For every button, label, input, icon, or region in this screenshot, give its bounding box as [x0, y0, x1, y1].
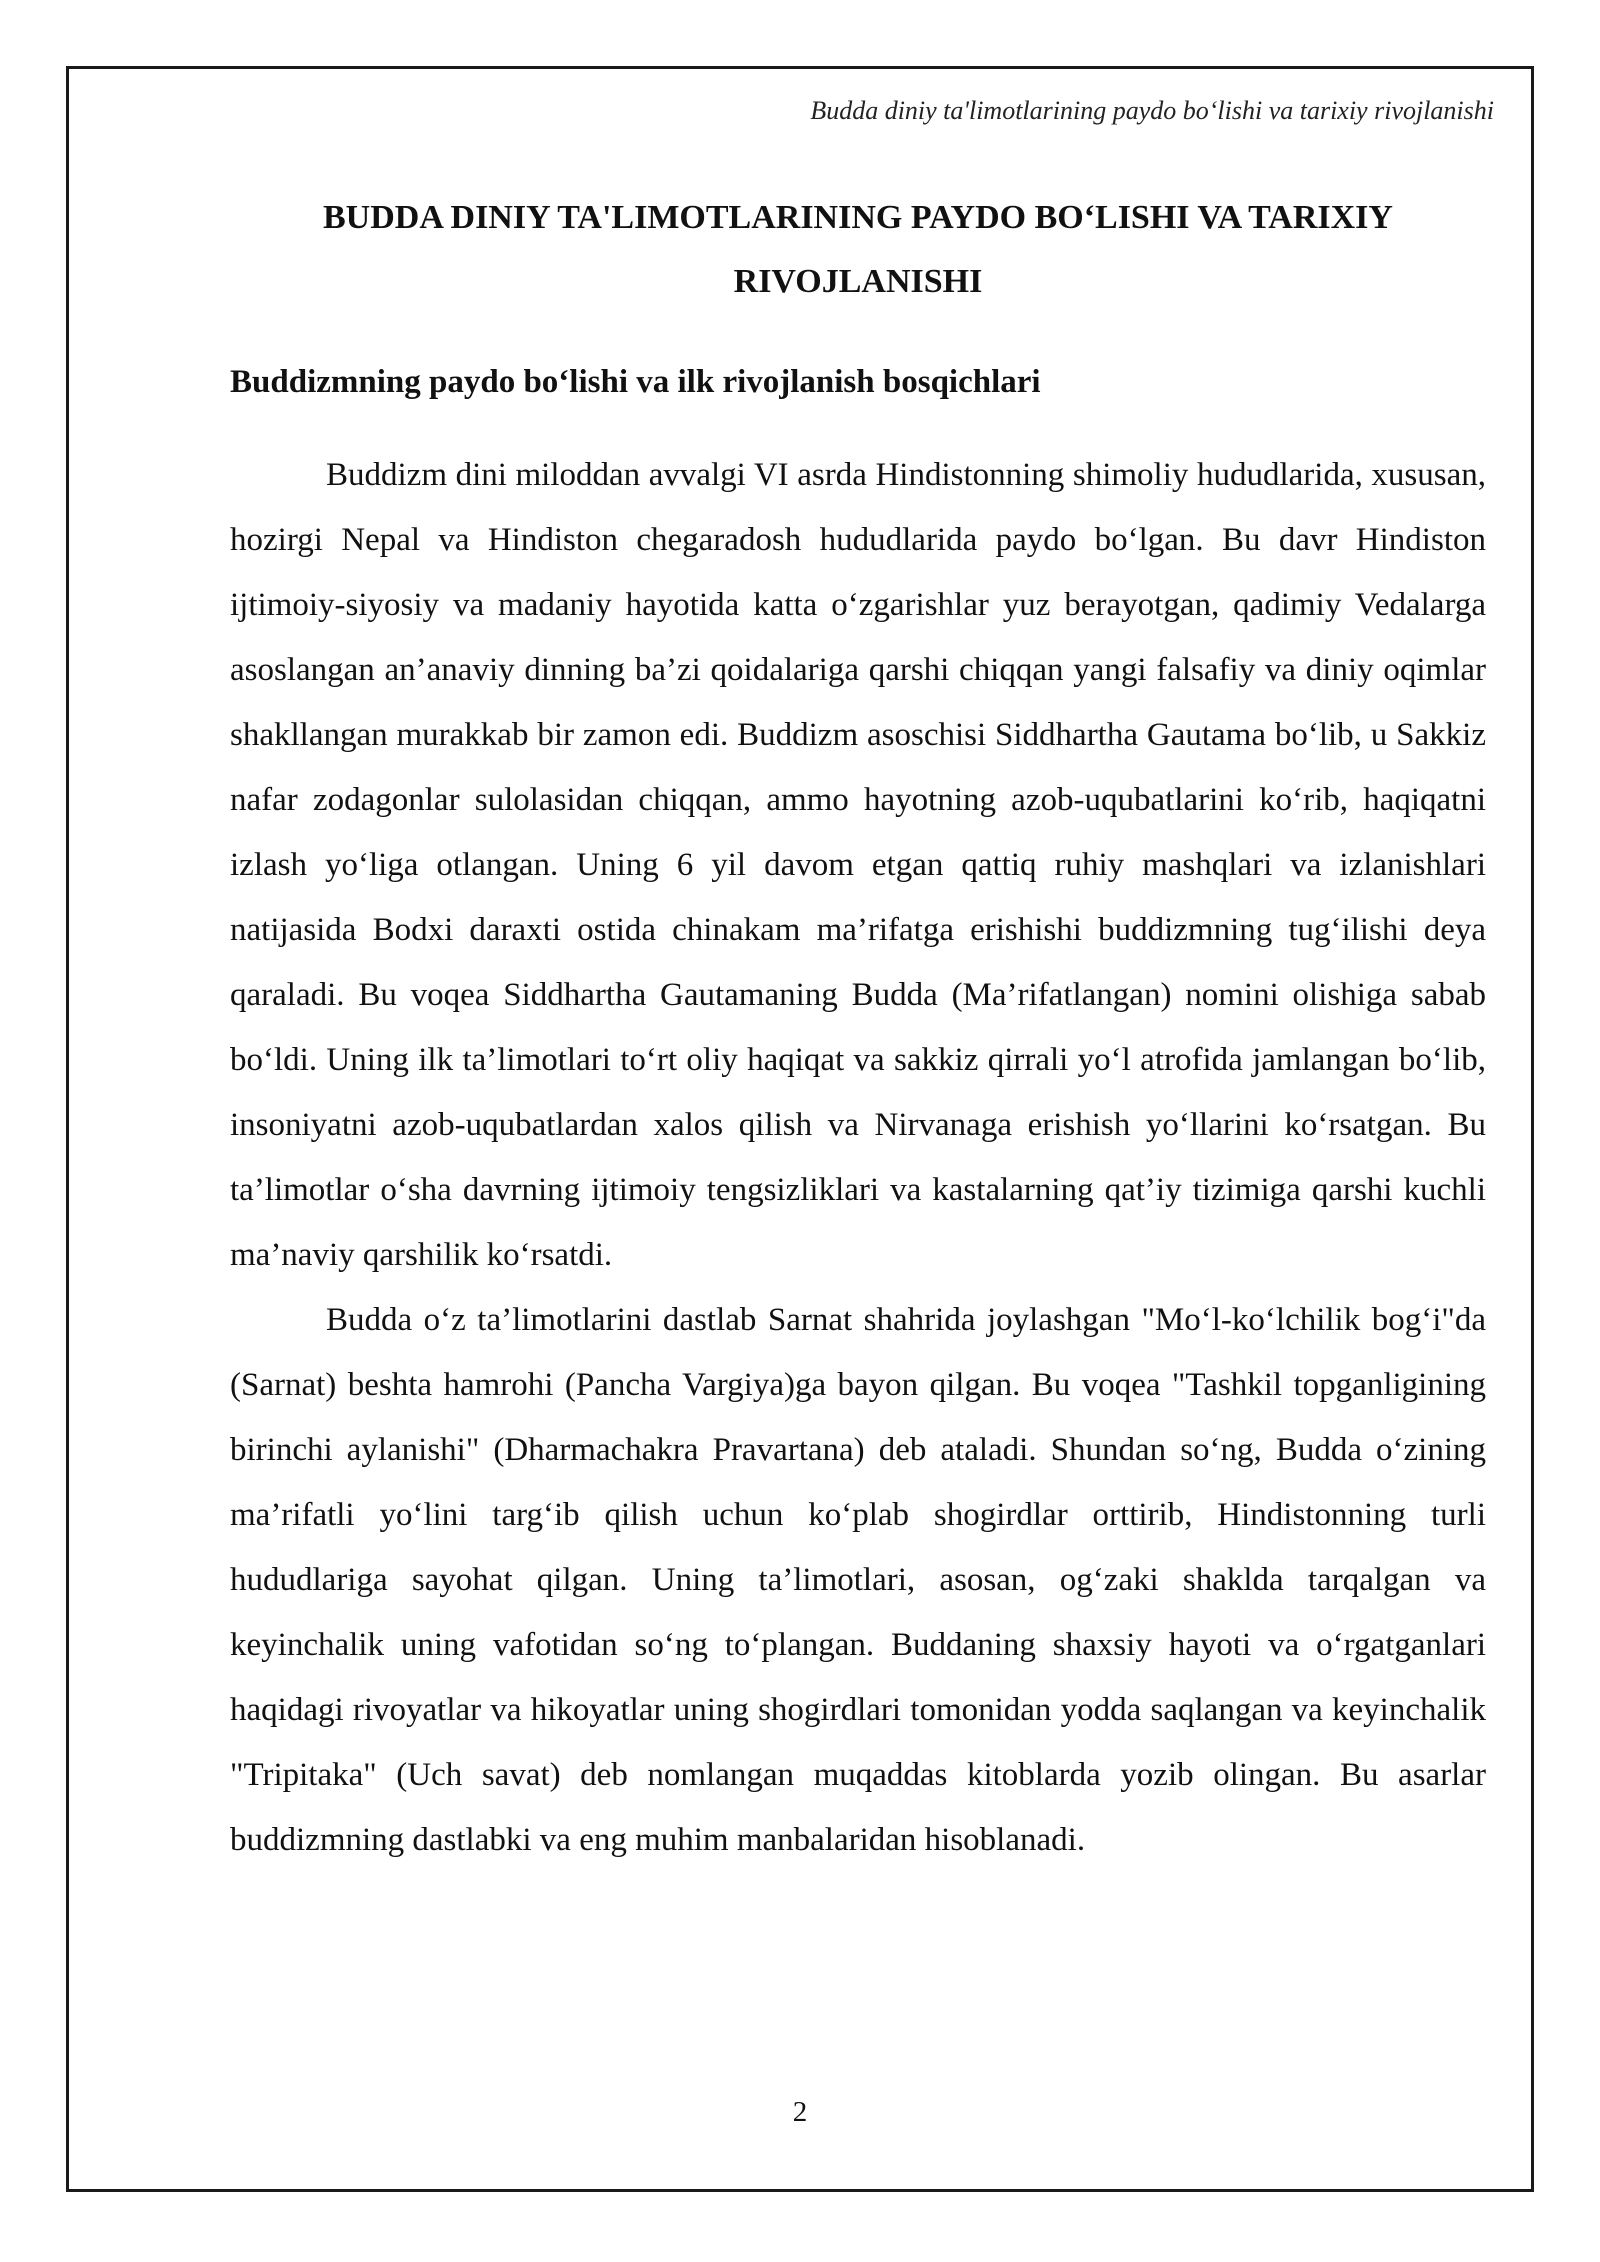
section-heading: Buddizmning paydo bo‘lishi va ilk rivojlanish bosqichlari [230, 364, 1041, 400]
page-number: 2 [792, 2096, 808, 2128]
document-title: BUDDA DINIY TA'LIMOTLARINING PAYDO BO‘LISHI VA TARIXIY RIVOJLANISHI [323, 199, 1393, 300]
body-text [230, 443, 1486, 1873]
running-header: Budda diniy ta'limotlarining paydo bo‘lishi va tarixiy rivojlanishi [810, 96, 1494, 125]
paragraph: Budda o‘z ta’limotlarini dastlab Sarnat shahrida joylashgan "Mo‘l-ko‘lchilik bog‘i"da (Sarnat) beshta hamrohi (Pancha Vargiya)ga bayon qilgan. Bu voqea "Tashkil topganligining birinchi aylanishi" (Dharmachakra Pravartana) deb ataladi. Shundan so‘ng, Budda o‘zining ma’rifatli yo‘lini targ‘ib qilish uchun ko‘plab shogirdlar orttirib, Hindistonning turli hududlariga sayohat qilgan. Uning ta’limotlari, asosan, og‘zaki shaklda tarqalgan va keyinchalik uning vafotidan so‘ng to‘plangan. Buddaning shaxsiy hayoti va o‘rgatganlari haqidagi rivoyatlar va hikoyatlar uning shogirdlari tomonidan yodda saqlangan va keyinchalik "Tripitaka" (Uch savat) deb nomlangan muqaddas kitoblarda yozib olingan. Bu asarlar buddizmning dastlabki va eng muhim manbalaridan hisoblanadi. [230, 1302, 1486, 1858]
paragraph: Buddizm dini miloddan avvalgi VI asrda Hindistonning shimoliy hududlarida, xususan, hozirgi Nepal va Hindiston chegaradosh hududlarida paydo bo‘lgan. Bu davr Hindiston ijtimoiy-siyosiy va madaniy hayotida katta o‘zgarishlar yuz berayotgan, qadimiy Vedalarga asoslangan an’anaviy dinning ba’zi qoidalariga qarshi chiqqan yangi falsafiy va diniy oqimlar shakllangan murakkab bir zamon edi. Buddizm asoschisi Siddhartha Gautama bo‘lib, u Sakkiz nafar zodagonlar sulolasidan chiqqan, ammo hayotning azob-uqubatlarini ko‘rib, haqiqatni izlash yo‘liga otlangan. Uning 6 yil davom etgan qattiq ruhiy mashqlari va izlanishlari natijasida Bodxi daraxti ostida chinakam ma’rifatga erishishi buddizmning tug‘ilishi deya qaraladi. Bu voqea Siddhartha Gautamaning Budda (Ma’rifatlangan) nomini olishiga sabab bo‘ldi. Uning ilk ta’limotlari to‘rt oliy haqiqat va sakkiz qirrali yo‘l atrofida jamlangan bo‘lib, insoniyatni azob-uqubatlardan xalos qilish va Nirvanaga erishish yo‘llarini ko‘rsatgan. Bu ta’limotlar o‘sha davrning ijtimoiy tengsizliklari va kastalarning qat’iy tizimiga qarshi kuchli ma’naviy qarshilik ko‘rsatdi. [230, 457, 1486, 1273]
